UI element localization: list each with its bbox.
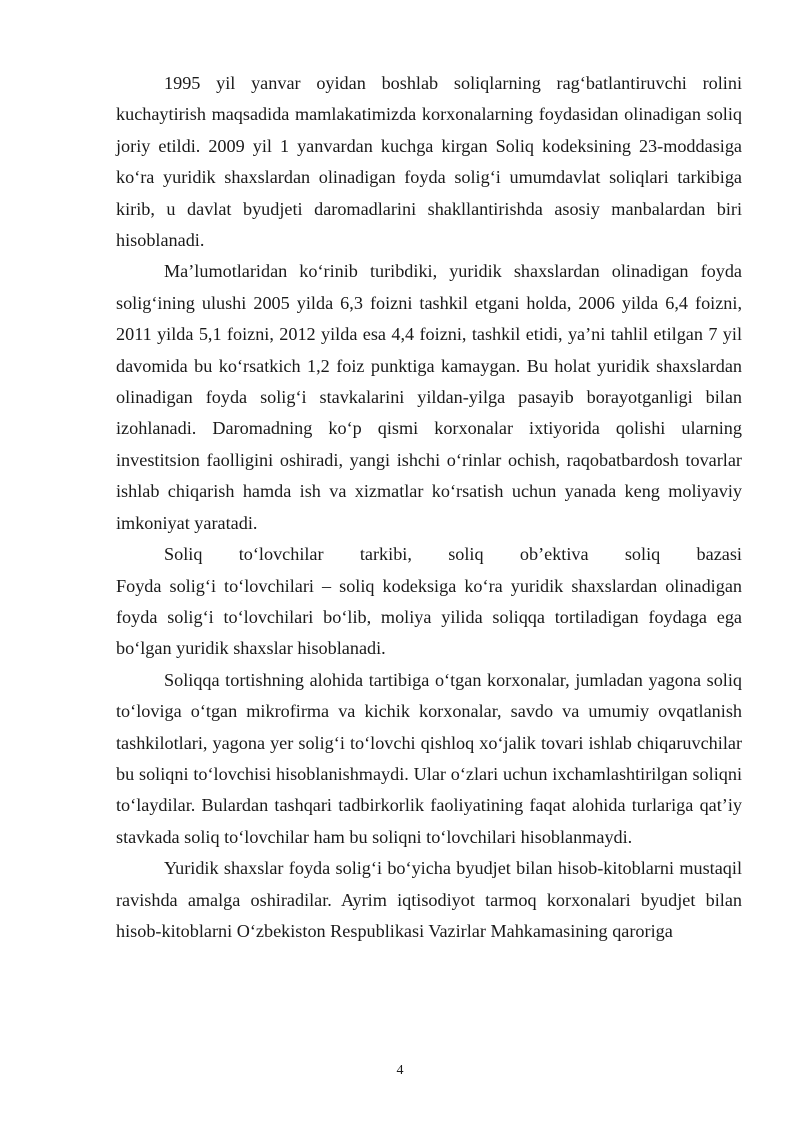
heading-word: bazasi [696,544,742,565]
document-page [116,68,742,947]
heading-word: soliq [624,544,661,565]
heading-word: Soliq [164,544,203,565]
paragraph-tax-share-analysis: Ma’lumotlaridan ko‘rinib turibdiki, yuridik shaxslardan olinadigan foyda solig‘ining ulushi 2005 yilda 6,3 foizni tashkil etgani holda, 2006 yilda 6,4 foizni, 2011 yilda 5,1 foizni, 2012 yilda esa 4,4 foizni, tashkil etidi, ya’ni tahlil etilgan 7 yil davomida bu ko‘rsatkich 1,2 foiz punktiga kamaygan. Bu holat yuridik shaxslardan olinadigan foyda solig‘i stavkalarini yildan-yilga pasayib borayotganligi bilan izohlanadi. Daromadning ko‘p qismi korxonalar ixtiyorida qolishi ularning investitsion faolligini oshiradi, yangi ishchi o‘rinlar ochish, raqobatbardosh tovarlar ishlab chiqarish hamda ish va xizmatlar ko‘rsatish uchun yanada keng moliyaviy imkoniyat yaratadi. [116,261,742,533]
heading-word: to‘lovchilar [238,544,324,565]
heading-word: tarkibi, [359,544,412,565]
page-number: 4 [396,1063,404,1078]
paragraph-tax-introduction: 1995 yil yanvar oyidan boshlab soliqlarning rag‘batlantiruvchi rolini kuchaytirish maqsadida mamlakatimizda korxonalarning foydasidan olinadigan soliq joriy etildi. 2009 yil 1 yanvardan kuchga kirgan Soliq kodeksining 23-moddasiga ko‘ra yuridik shaxslardan olinadigan foyda solig‘i umumdavlat soliqlari tarkibiga kirib, u davlat byudjeti daromadlarini shakllantirishda asosiy manbalardan biri hisoblanadi. [116,73,742,251]
heading-word: ob’ektiva [519,544,589,565]
paragraph-special-regime: Soliqqa tortishning alohida tartibiga o‘tgan korxonalar, jumladan yagona soliq to‘loviga o‘tgan mikrofirma va kichik korxonalar, savdo va umumiy ovqatlanish tashkilotlari, yagona yer solig‘i to‘lovchi qishloq xo‘jalik tovari ishlab chiqaruvchilar bu soliqni to‘lovchisi hisoblanishmaydi. Ular o‘zlari uchun ixchamlashtirilgan soliqni to‘laydilar. Bulardan tashqari tadbirkorlik faoliyatining faqat alohida turlariga qat’iy stavkada soliq to‘lovchilar ham bu soliqni to‘lovchilari hisoblanmaydi. [116,669,742,847]
heading-word: soliq [448,544,484,565]
section-heading [116,539,742,570]
paragraph-taxpayers-definition: Foyda solig‘i to‘lovchilari – soliq kodeksiga ko‘ra yuridik shaxslardan olinadigan foyda solig‘i to‘lovchilari bo‘lib, moliya yilida soliqqa tortiladigan foydaga ega bo‘lgan yuridik shaxslar hisoblanadi. [116,575,742,659]
paragraph-settlements: Yuridik shaxslar foyda solig‘i bo‘yicha byudjet bilan hisob-kitoblarni mustaqil ravishda amalga oshiradilar. Ayrim iqtisodiyot tarmoq korxonalari byudjet bilan hisob-kitoblarni O‘zbekiston Respublikasi Vazirlar Mahkamasining qaroriga [116,858,742,941]
